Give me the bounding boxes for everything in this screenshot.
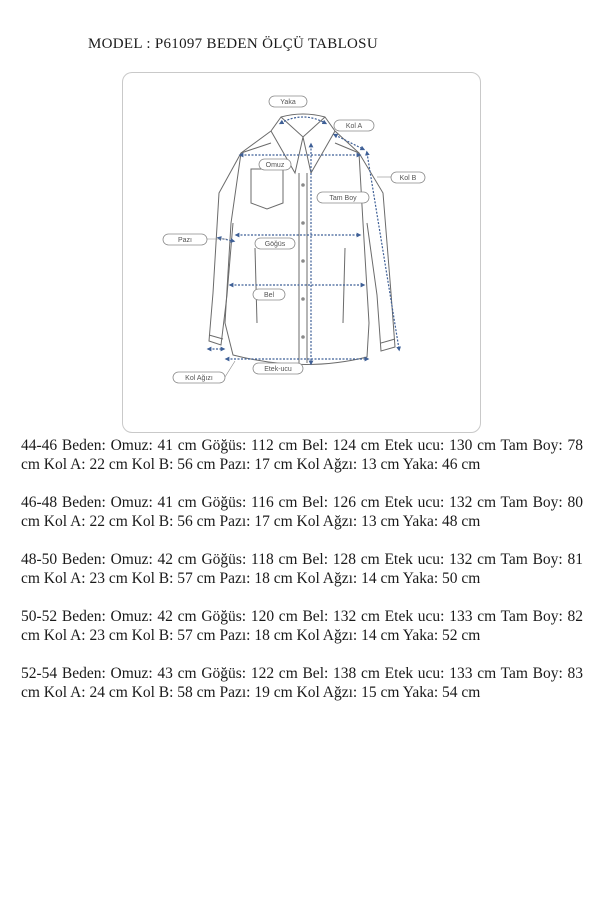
size-spec-46-48: 46-48 Beden: Omuz: 41 cm Göğüs: 116 cm Bel: 126 cm Etek ucu: 132 cm Tam Boy: 80 cm Kol A: 22 cm Kol B: 56 cm Pazı: 17 cm Kol Ağzı: 13 cm Yaka: 48 cm — [21, 494, 583, 530]
size-spec-list — [21, 436, 583, 721]
label-gogus: Göğüs — [264, 241, 286, 248]
label-yaka: Yaka — [280, 99, 296, 106]
size-spec-44-46: 44-46 Beden: Omuz: 41 cm Göğüs: 112 cm Bel: 124 cm Etek ucu: 130 cm Tam Boy: 78 cm Kol A: 22 cm Kol B: 56 cm Pazı: 17 cm Kol Ağzı: 13 cm Yaka: 46 cm — [21, 437, 583, 473]
label-omuz: Omuz — [265, 162, 285, 169]
label-pazi: Pazı — [177, 237, 193, 244]
measure-line-yaka — [281, 117, 325, 123]
page-title: MODEL : P61097 BEDEN ÖLÇÜ TABLOSU — [88, 36, 378, 52]
size-spec-50-52: 50-52 Beden: Omuz: 42 cm Göğüs: 120 cm Bel: 132 cm Etek ucu: 133 cm Tam Boy: 82 cm Kol A: 23 cm Kol B: 57 cm Pazı: 18 cm Kol Ağzı: 14 cm Yaka: 52 cm — [21, 608, 583, 644]
measure-line-kol-a — [335, 135, 363, 149]
label-kol-b: Kol B — [399, 175, 417, 182]
size-spec-52-54: 52-54 Beden: Omuz: 43 cm Göğüs: 122 cm Bel: 138 cm Etek ucu: 133 cm Tam Boy: 83 cm Kol A: 24 cm Kol B: 58 cm Pazı: 19 cm Kol Ağzı: 15 cm Yaka: 54 cm — [21, 665, 583, 701]
shirt-illustration — [123, 73, 480, 432]
label-etek-ucu: Etek-ucu — [264, 366, 292, 373]
label-tam-boy: Tam Boy — [329, 195, 357, 202]
measure-line-pazi — [219, 238, 233, 241]
shirt-outline — [209, 114, 395, 365]
label-bel: Bel — [263, 292, 275, 299]
shirt-measurement-diagram — [122, 72, 481, 433]
size-spec-48-50: 48-50 Beden: Omuz: 42 cm Göğüs: 118 cm Bel: 128 cm Etek ucu: 132 cm Tam Boy: 81 cm Kol A: 23 cm Kol B: 57 cm Pazı: 18 cm Kol Ağzı: 14 cm Yaka: 50 cm — [21, 551, 583, 587]
label-kol-a: Kol A — [345, 123, 363, 130]
label-kol-agzi: Kol Ağızı — [185, 375, 213, 382]
shirt-buttons — [301, 183, 305, 339]
